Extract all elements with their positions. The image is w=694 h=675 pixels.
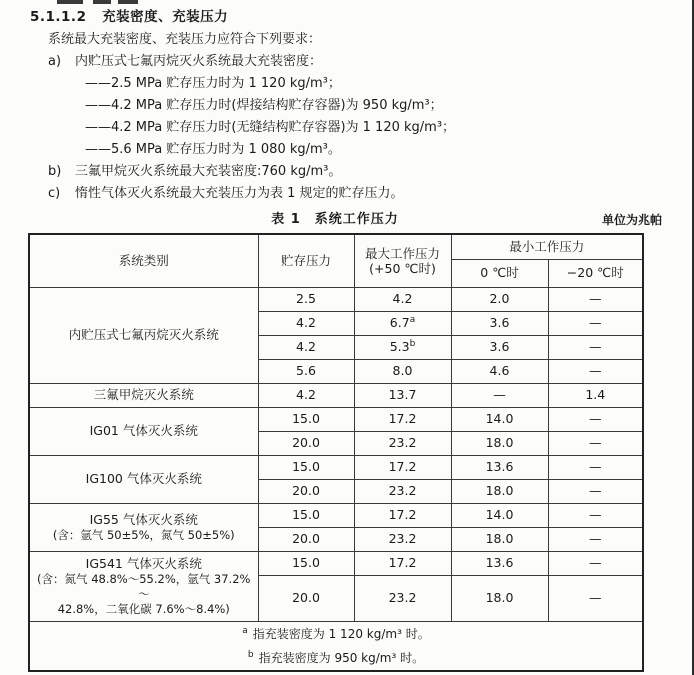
category-label: IG55 气体灭火系统 <box>89 511 198 527</box>
cell-max <box>354 335 451 359</box>
cell-storage: 5.6 <box>258 359 354 383</box>
category-sublabel-line1: (含：氮气 48.8%～55.2%，氩气 37.2%～ <box>37 571 251 601</box>
footnote-b <box>32 646 640 670</box>
cell-min0: 2.0 <box>451 287 548 311</box>
cell-max <box>354 551 451 575</box>
cell-min0: — <box>451 383 548 407</box>
cell-min20: — <box>548 287 643 311</box>
col-header-storage-pressure: 贮存压力 <box>258 234 354 287</box>
cell-min20: — <box>548 359 643 383</box>
category-cell <box>29 383 258 407</box>
cell-storage: 4.2 <box>258 383 354 407</box>
cell-min20: — <box>548 551 643 575</box>
cell-max <box>354 575 451 621</box>
cell-min0: 3.6 <box>451 335 548 359</box>
cell-storage: 20.0 <box>258 575 354 621</box>
cell-storage: 2.5 <box>258 287 354 311</box>
max-value: 23.2 <box>388 435 417 450</box>
cell-min20: — <box>548 527 643 551</box>
max-value: 23.2 <box>388 531 417 546</box>
table-row <box>29 503 643 527</box>
category-label: IG541 气体灭火系统 <box>85 555 202 571</box>
cell-min0: 18.0 <box>451 479 548 503</box>
cell-min20: — <box>548 503 643 527</box>
cell-storage: 15.0 <box>258 455 354 479</box>
cut-text-artifact <box>57 0 83 4</box>
cell-min0: 14.0 <box>451 503 548 527</box>
list-item-b-text: 三氟甲烷灭火系统最大充装密度:760 kg/m³。 <box>75 164 342 179</box>
system-working-pressure-table <box>28 233 644 672</box>
list-marker-a: a) <box>48 54 62 69</box>
cut-text-artifact <box>118 0 138 4</box>
footnote-a <box>32 622 640 646</box>
category-label: IG100 气体灭火系统 <box>85 471 202 486</box>
cell-storage: 4.2 <box>258 311 354 335</box>
cell-storage: 20.0 <box>258 527 354 551</box>
category-cell <box>29 503 258 551</box>
intro-paragraph: 系统最大充装密度、充装压力应符合下列要求： <box>48 32 322 47</box>
list-marker-c: c) <box>48 186 61 201</box>
footnote-ref-a: a <box>409 314 416 325</box>
cell-max <box>354 479 451 503</box>
cell-max <box>354 431 451 455</box>
table-row <box>29 383 643 407</box>
cell-min0: 4.6 <box>451 359 548 383</box>
col-header-min-working-pressure: 最小工作压力 <box>451 234 643 259</box>
category-cell <box>29 287 258 383</box>
list-item-b <box>48 161 694 183</box>
footnote-cell <box>29 621 643 671</box>
max-value: 6.7 <box>389 315 410 330</box>
max-value: 23.2 <box>388 590 417 605</box>
table-row <box>29 455 643 479</box>
list-item-c-text: 惰性气体灭火系统最大充装压力为表 1 规定的贮存压力。 <box>75 186 404 201</box>
cell-min20: — <box>548 575 643 621</box>
cell-storage: 15.0 <box>258 551 354 575</box>
footnote-a-text: 指充装密度为 1 120 kg/m³ 时。 <box>252 626 430 641</box>
max-value: 17.2 <box>388 459 417 474</box>
cell-min0: 3.6 <box>451 311 548 335</box>
cell-min0: 18.0 <box>451 575 548 621</box>
max-value: 23.2 <box>388 483 417 498</box>
cell-storage: 20.0 <box>258 431 354 455</box>
cell-min0: 18.0 <box>451 431 548 455</box>
table-caption: 表 1 系统工作压力 <box>271 212 399 227</box>
table-row <box>29 287 643 311</box>
col-header-max-working-pressure <box>354 234 451 287</box>
cell-storage: 4.2 <box>258 335 354 359</box>
cell-min0: 14.0 <box>451 407 548 431</box>
category-sublabel-line2: 42.8%，二氧化碳 7.6%～8.4%) <box>57 601 230 616</box>
section-title: 充装密度、充装压力 <box>102 9 229 25</box>
max-pressure-line1: 最大工作压力 <box>364 245 440 261</box>
cell-max <box>354 407 451 431</box>
cut-text-artifact <box>93 0 111 4</box>
footnote-a-marker: a <box>242 625 248 636</box>
category-label: 内贮压式七氟丙烷灭火系统 <box>68 327 219 342</box>
max-value: 4.2 <box>392 291 413 306</box>
list-item-a-text: 内贮压式七氟丙烷灭火系统最大充装密度： <box>75 54 323 69</box>
cell-max <box>354 527 451 551</box>
cell-min0: 13.6 <box>451 455 548 479</box>
table-unit-note: 单位为兆帕 <box>601 213 662 227</box>
cell-max <box>354 383 451 407</box>
dash-item-3: ——4.2 MPa 贮存压力时(无缝结构贮存容器)为 1 120 kg/m³； <box>85 120 456 135</box>
footnote-b-text: 指充装密度为 950 kg/m³ 时。 <box>258 650 425 665</box>
max-pressure-line2: (+50 ℃时) <box>369 260 436 276</box>
cell-max <box>354 359 451 383</box>
dash-item-2: ——4.2 MPa 贮存压力时(焊接结构贮存容器)为 950 kg/m³； <box>85 98 443 113</box>
cell-storage: 15.0 <box>258 407 354 431</box>
cell-storage: 15.0 <box>258 503 354 527</box>
cell-min0: 13.6 <box>451 551 548 575</box>
cell-min20: — <box>548 431 643 455</box>
max-value: 17.2 <box>388 507 417 522</box>
cell-storage: 20.0 <box>258 479 354 503</box>
cell-max <box>354 311 451 335</box>
cell-min20: — <box>548 479 643 503</box>
cell-min20: — <box>548 455 643 479</box>
footnote-ref-b: b <box>409 338 416 349</box>
col-header-min-minus20c: −20 ℃时 <box>548 259 643 287</box>
category-cell <box>29 551 258 621</box>
category-label: 三氟甲烷灭火系统 <box>93 387 194 402</box>
section-heading <box>30 7 694 29</box>
max-value: 8.0 <box>392 363 413 378</box>
dash-item-1: ——2.5 MPa 贮存压力时为 1 120 kg/m³； <box>85 76 341 91</box>
table-row <box>29 551 643 575</box>
footnote-row <box>29 621 643 671</box>
cell-min0: 18.0 <box>451 527 548 551</box>
list-item-a <box>48 51 694 73</box>
cell-min20: — <box>548 311 643 335</box>
cell-max <box>354 287 451 311</box>
cell-max <box>354 503 451 527</box>
category-sublabel: (含：氩气 50±5%，氮气 50±5%) <box>52 527 235 542</box>
max-value: 13.7 <box>388 387 417 402</box>
col-header-min-0c: 0 ℃时 <box>451 259 548 287</box>
cell-min20: — <box>548 335 643 359</box>
cell-min20: 1.4 <box>548 383 643 407</box>
category-cell <box>29 455 258 503</box>
max-value: 5.3 <box>389 339 410 354</box>
list-item-c <box>48 183 694 205</box>
footnote-b-marker: b <box>247 649 254 660</box>
max-value: 17.2 <box>388 411 417 426</box>
table-caption-row <box>28 209 642 231</box>
category-label: IG01 气体灭火系统 <box>89 423 198 438</box>
col-header-category: 系统类别 <box>29 234 258 287</box>
document-body <box>0 7 694 205</box>
dash-item-4: ——5.6 MPa 贮存压力时为 1 080 kg/m³。 <box>85 142 341 157</box>
section-number: 5.1.1.2 <box>30 9 87 25</box>
max-value: 17.2 <box>388 555 417 570</box>
list-marker-b: b) <box>48 164 62 179</box>
cell-max <box>354 455 451 479</box>
cell-min20: — <box>548 407 643 431</box>
table-row <box>29 407 643 431</box>
category-cell <box>29 407 258 455</box>
